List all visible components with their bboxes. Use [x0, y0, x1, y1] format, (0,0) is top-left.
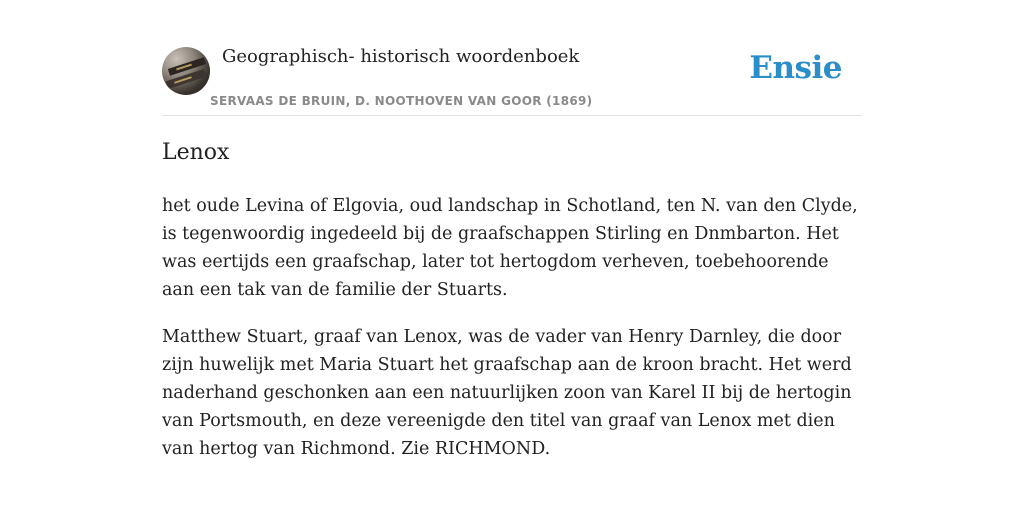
book-author: SERVAAS DE BRUIN, D. NOOTHOVEN VAN GOOR (1869): [210, 94, 593, 108]
book-header: [162, 0, 862, 116]
entry-paragraph: het oude Levina of Elgovia, oud landschap in Schotland, ten N. van den Clyde, is tegenwoordig ingedeeld bij de graafschappen Stirling en Dnmbarton. Het was eertijds een graafschap, later tot hertogdom verheven, toebehoorende aan een tak van de familie der Stuarts.: [162, 196, 858, 300]
page: [162, 0, 862, 512]
book-title-link[interactable]: Geographisch- historisch woordenboek: [222, 46, 580, 67]
entry-paragraph: Matthew Stuart, graaf van Lenox, was de vader van Henry Darnley, die door zijn huwelijk met Maria Stuart het graafschap aan de kroon bracht. Het werd naderhand geschonken aan een natuurlijken zoon van Karel II bij de hertogin van Portsmouth, en deze vereenigde den titel van graaf van Lenox met dien van hertog van Richmond. Zie RICHMOND.: [162, 327, 852, 459]
entry-title: Lenox: [162, 140, 230, 165]
entry-body: [162, 192, 862, 482]
ensie-logo-link[interactable]: Ensie: [749, 50, 842, 86]
book-cover-avatar[interactable]: [162, 47, 210, 95]
